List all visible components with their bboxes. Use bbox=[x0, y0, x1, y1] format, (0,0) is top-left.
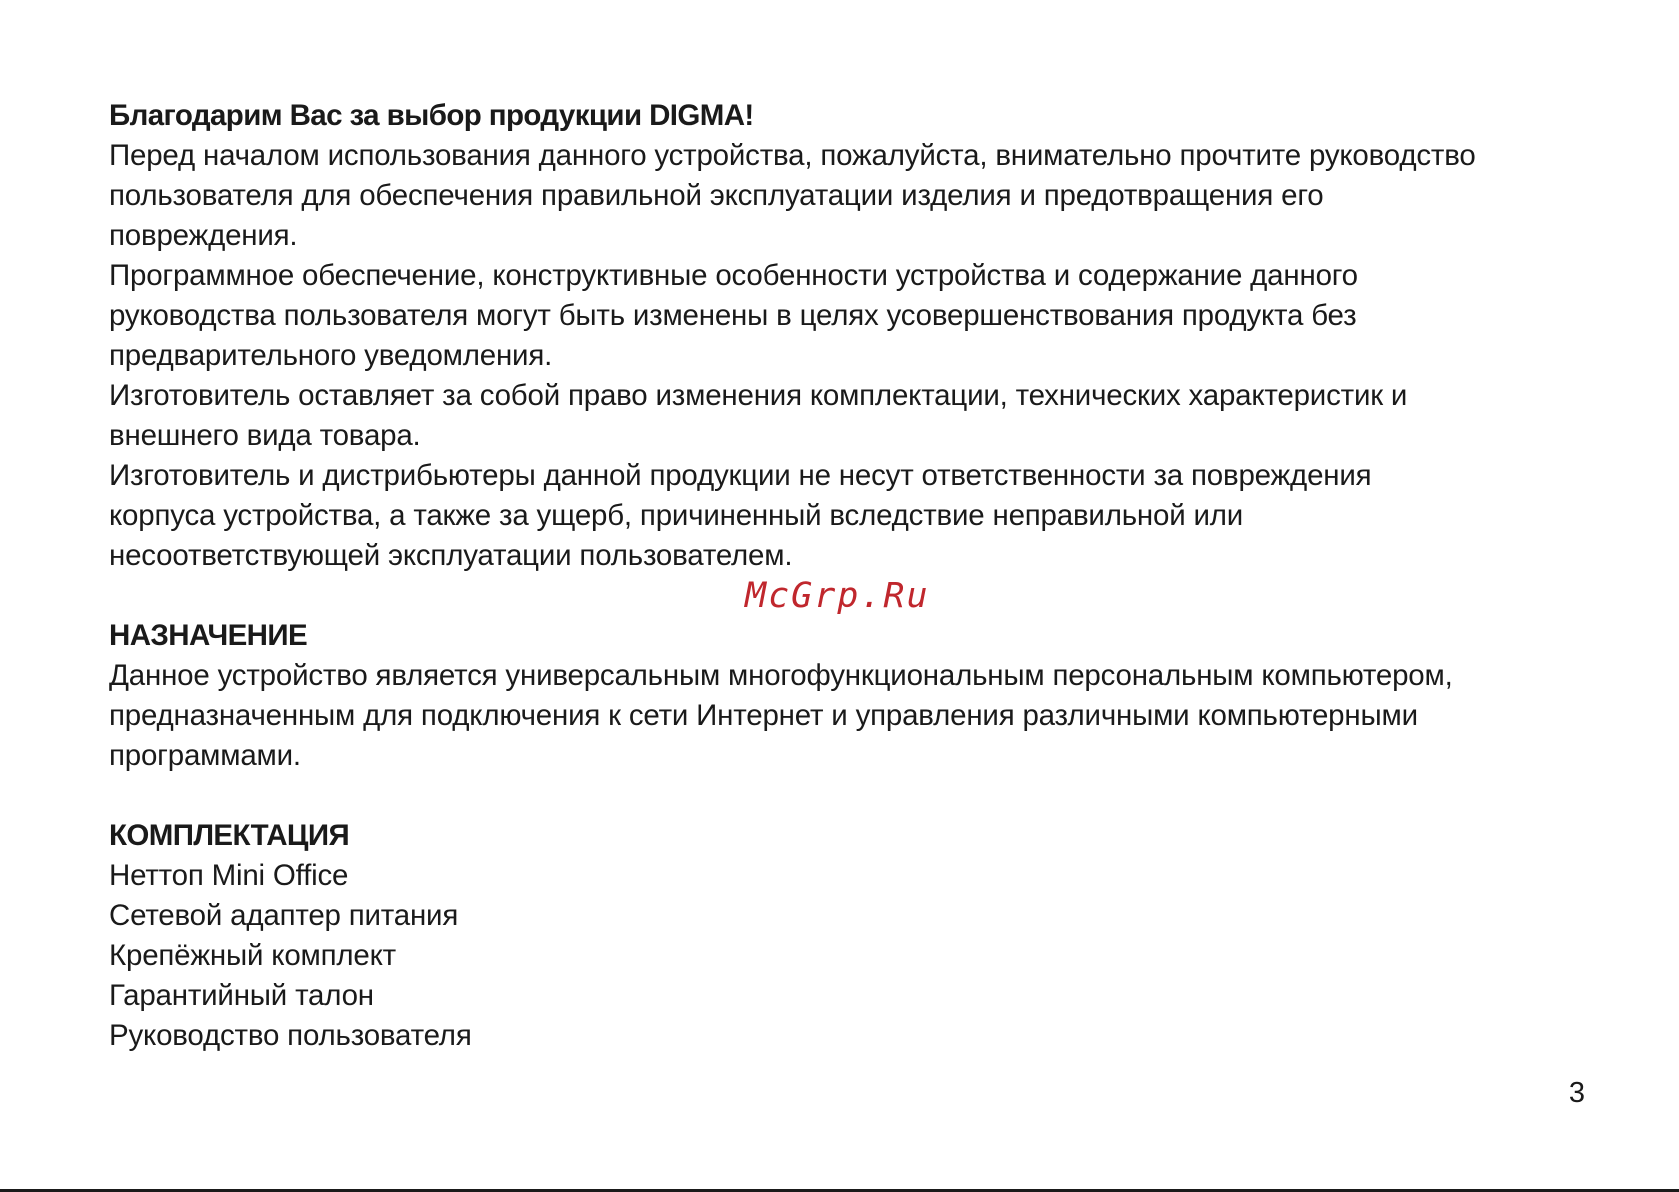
intro-line: внешнего вида товара. bbox=[109, 419, 421, 452]
purpose-line: программами. bbox=[109, 739, 301, 772]
contents-item: Неттоп Mini Office bbox=[109, 859, 349, 892]
intro-line: руководства пользователя могут быть изменены в целях усовершенствования продукта без bbox=[109, 299, 1357, 332]
intro-line: корпуса устройства, а также за ущерб, причиненный вследствие неправильной или bbox=[109, 499, 1244, 532]
purpose-line: предназначенным для подключения к сети Интернет и управления различными компьютерными bbox=[109, 699, 1418, 732]
contents-item: Сетевой адаптер питания bbox=[109, 899, 459, 932]
contents-item: Крепёжный комплект bbox=[109, 939, 396, 972]
contents-heading: КОМПЛЕКТАЦИЯ bbox=[109, 819, 350, 852]
intro-line: Изготовитель и дистрибьютеры данной продукции не несут ответственности за повреждения bbox=[109, 459, 1372, 492]
spacer bbox=[109, 776, 1589, 816]
page-number: 3 bbox=[1568, 1077, 1585, 1109]
contents-item: Руководство пользователя bbox=[109, 1019, 472, 1052]
intro-line: повреждения. bbox=[109, 219, 298, 252]
contents-item: Гарантийный талон bbox=[109, 979, 374, 1012]
intro-title: Благодарим Вас за выбор продукции DIGMA! bbox=[109, 99, 754, 132]
intro-line: Программное обеспечение, конструктивные особенности устройства и содержание данного bbox=[109, 259, 1358, 292]
intro-line: Перед началом использования данного устройства, пожалуйста, внимательно прочтите руководство bbox=[109, 139, 1476, 172]
intro-line: несоответствующей эксплуатации пользователем. bbox=[109, 539, 793, 572]
purpose-line: Данное устройство является универсальным многофункциональным персональным компьютером, bbox=[109, 659, 1453, 692]
intro-line: предварительного уведомления. bbox=[109, 339, 553, 372]
watermark-text: McGrp.Ru bbox=[745, 576, 930, 616]
intro-line: Изготовитель оставляет за собой право изменения комплектации, технических характеристик и bbox=[109, 379, 1408, 412]
purpose-heading: НАЗНАЧЕНИЕ bbox=[109, 619, 308, 652]
intro-line: пользователя для обеспечения правильной эксплуатации изделия и предотвращения его bbox=[109, 179, 1324, 212]
